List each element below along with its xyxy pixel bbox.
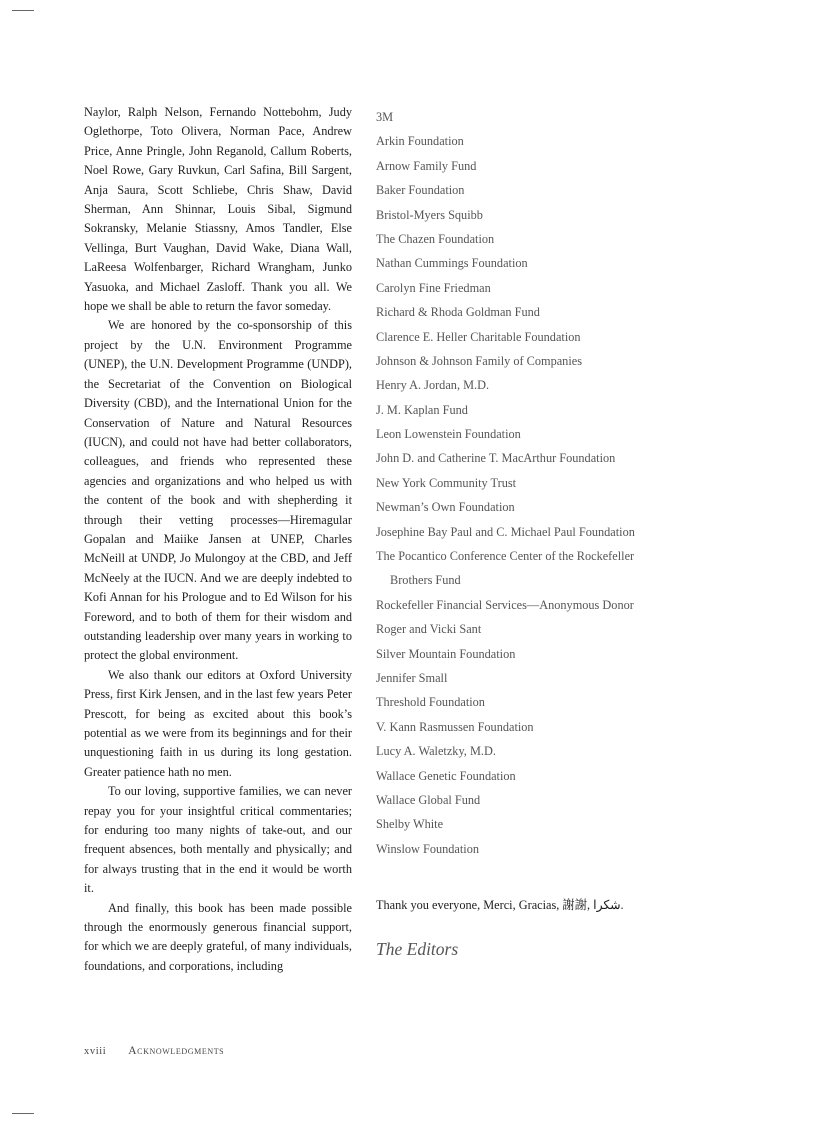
donor-item: Jennifer Small [376,671,448,686]
donor-item: Baker Foundation [376,183,465,198]
donor-item: Silver Mountain Foundation [376,646,516,661]
donor-item: Josephine Bay Paul and C. Michael Paul Foundation [376,524,635,539]
donor-list [376,108,676,864]
donor-item: The Pocantico Conference Center of the Rockefeller Brothers Fund [376,549,635,588]
donor-item: Bristol-Myers Squibb [376,207,483,222]
page-number: xviii [84,1046,107,1057]
donor-item: Johnson & Johnson Family of Companies [376,353,582,368]
donor-item: Winslow Foundation [376,841,480,856]
donor-item: Roger and Vicki Sant [376,622,482,637]
donor-item: The Chazen Foundation [376,231,495,246]
thanks-line: Thank you everyone, Merci, Gracias, 謝謝, شكرا. [376,898,624,912]
donor-item: Carolyn Fine Friedman [376,280,491,295]
donor-item: Richard & Rhoda Goldman Fund [376,305,540,320]
donor-item: John D. and Catherine T. MacArthur Foundation [376,451,616,466]
donor-item: Nathan Cummings Foundation [376,256,528,271]
page-footer [84,1045,224,1057]
donor-item: Clarence E. Heller Charitable Foundation [376,329,581,344]
acknowledgments-text [84,103,352,976]
donor-item: Lucy A. Waletzky, M.D. [376,744,496,759]
donor-item: New York Community Trust [376,475,517,490]
paragraph: We also thank our editors at Oxford University Press, first Kirk Jensen, and in the last few years Peter Prescott, for being as excited about this book’s potential as we were from its beginnings and for their unquestioning faith in us during its long gestation. Greater patience hath no men. [84,667,352,779]
paragraph: We are honored by the co-sponsorship of this project by the U.N. Environment Programme (UNEP), the U.N. Development Programme (UNDP), the Secretariat of the Convention on Biological Diversity (CBD), and the International Union for the Conservation of Nature and Natural Resources (IUCN), and could not have had better collaborators, colleagues, and friends who represented these agencies and organizations and who helped us with the content of the book and with shepherding it through their vetting processes—Hiremagular Gopalan and Maiike Jansen at UNEP, Charles McNeill at UNDP, Jo Mulongoy at the CBD, and Jeff McNeely at the IUCN. And we are deeply indebted to Kofi Annan for his Prologue and to Ed Wilson for his Foreword, and to both of them for their wisdom and outstanding leadership over many years in working to protect the global environment. [84,318,352,663]
paragraph: And finally, this book has been made possible through the enormously generous financial support, for which we are deeply grateful, of many individuals, foundations, and corporations, including [84,900,352,973]
crop-mark-top-left [12,10,34,11]
donor-item: V. Kann Rasmussen Foundation [376,719,534,734]
donor-item: Henry A. Jordan, M.D. [376,378,490,393]
donor-item: Arnow Family Fund [376,158,477,173]
donor-item: Newman’s Own Foundation [376,500,515,515]
running-header-section: Acknowledgments [128,1045,225,1057]
donor-item: J. M. Kaplan Fund [376,402,468,417]
donor-item: 3M [376,110,394,124]
donor-item: Wallace Global Fund [376,792,481,807]
crop-mark-bottom-left [12,1113,34,1114]
donor-item: Leon Lowenstein Foundation [376,427,521,442]
donor-item: Wallace Genetic Foundation [376,768,516,783]
signature: The Editors [376,939,459,959]
paragraph: To our loving, supportive families, we can never repay you for your insightful critical commentaries; for enduring too many nights of take-out, and our frequent absences, both mentally and physically; and for always trusting that in the end it would be worth it. [84,784,352,896]
donor-item: Threshold Foundation [376,695,485,710]
donor-item: Arkin Foundation [376,134,464,149]
donor-item: Shelby White [376,817,444,832]
paragraph: Naylor, Ralph Nelson, Fernando Nottebohm, Judy Oglethorpe, Toto Olivera, Norman Pace, Andrew Price, Anne Pringle, John Reganold, Callum Roberts, Noel Rowe, Gary Ruvkun, Carl Safina, Bill Sargent, Anja Saura, Scott Schliebe, Chris Shaw, David Sherman, Ann Shinnar, Louis Sibal, Sigmund Sokransky, Melanie Stiassny, Amos Tandler, Else Vellinga, Burt Vaughan, David Wake, Diana Wall, LaReesa Wolfenbarger, Richard Wrangham, Junko Yasuoka, and Michael Zasloff. Thank you all. We hope we shall be able to return the favor someday. [84,105,352,314]
donor-item: Rockefeller Financial Services—Anonymous Donor [376,597,634,612]
